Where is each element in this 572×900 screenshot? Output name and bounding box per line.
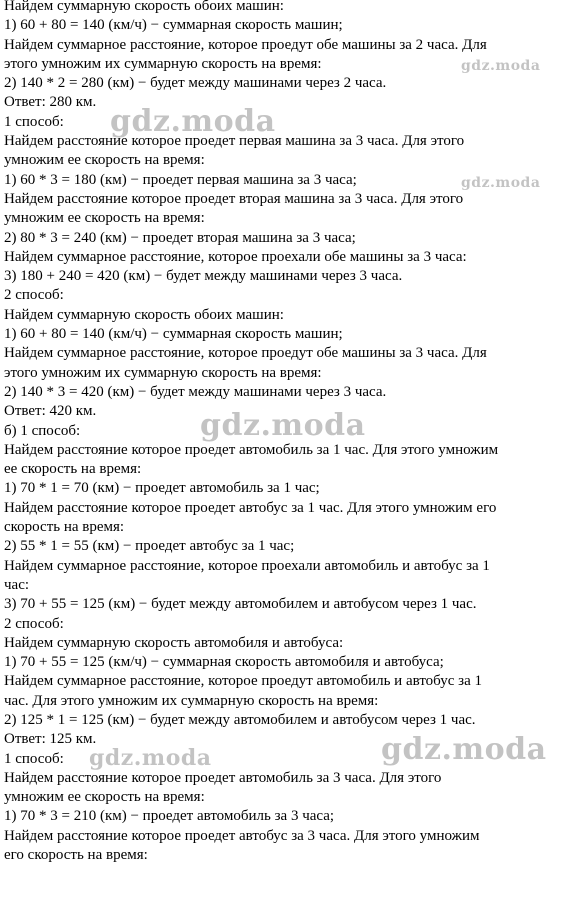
text-line: час. Для этого умножим их суммарную скорость на время: — [4, 692, 379, 709]
text-line: 1) 60 + 80 = 140 (км/ч) − суммарная скорость машин; — [4, 326, 343, 343]
watermark: gdz.moda — [461, 175, 541, 191]
answer-line: Ответ: 280 км. — [4, 94, 97, 111]
text-line: 1) 60 * 3 = 180 (км) − проедет первая машина за 3 часа; — [4, 171, 357, 188]
text-line: Найдем суммарное расстояние, которое проедут обе машины за 3 часа. Для — [4, 345, 487, 362]
text-line: 1) 70 + 55 = 125 (км/ч) − суммарная скорость автомобиля и автобуса; — [4, 654, 444, 671]
text-line: 1) 60 + 80 = 140 (км/ч) − суммарная скорость машин; — [4, 17, 343, 34]
text-line: его скорость на время: — [4, 847, 148, 864]
text-line: Найдем расстояние которое проедет вторая машина за 3 часа. Для этого — [4, 190, 464, 207]
text-line: 2) 125 * 1 = 125 (км) − будет между автомобилем и автобусом через 1 час. — [4, 711, 476, 728]
text-line: ее скорость на время: — [4, 461, 142, 478]
text-line: 1) 70 * 3 = 210 (км) − проедет автомобиль за 3 часа; — [4, 808, 335, 825]
text-line: Найдем суммарное расстояние, которое проехали обе машины за 3 часа: — [4, 248, 467, 265]
text-line: умножим ее скорость на время: — [4, 152, 205, 169]
text-line: Найдем суммарную скорость обоих машин: — [4, 0, 284, 14]
method-heading: 1 способ: — [4, 750, 64, 767]
text-line: 2) 55 * 1 = 55 (км) − проедет автобус за 1 час; — [4, 538, 295, 555]
text-line: Найдем расстояние которое проедет первая машина за 3 часа. Для этого — [4, 133, 465, 150]
solution-text — [4, 0, 568, 865]
answer-line: Ответ: 420 км. — [4, 403, 97, 420]
text-line: Найдем расстояние которое проедет автобус за 3 часа. Для этого умножим — [4, 827, 480, 844]
text-line: этого умножим их суммарную скорость на время: — [4, 55, 322, 72]
text-line: Найдем расстояние которое проедет автобус за 1 час. Для этого умножим его — [4, 499, 497, 516]
watermark: gdz.moda — [461, 58, 541, 74]
text-line: 2) 140 * 3 = 420 (км) − будет между машинами через 3 часа. — [4, 383, 387, 400]
answer-line: Ответ: 125 км. — [4, 731, 97, 748]
text-line: Найдем суммарное расстояние, которое проедут обе машины за 2 часа. Для — [4, 36, 487, 53]
text-line: Найдем суммарную скорость автомобиля и автобуса: — [4, 634, 344, 651]
watermark: gdz.moda — [110, 104, 276, 139]
text-line: этого умножим их суммарную скорость на время: — [4, 364, 322, 381]
text-line: час: — [4, 576, 30, 593]
text-line: 2) 140 * 2 = 280 (км) − будет между машинами через 2 часа. — [4, 75, 387, 92]
text-line: умножим ее скорость на время: — [4, 210, 205, 227]
method-heading: 1 способ: — [4, 113, 64, 130]
watermark: gdz.moda — [381, 732, 547, 767]
text-line: Найдем суммарное расстояние, которое проехали автомобиль и автобус за 1 — [4, 557, 490, 574]
text-line: 1) 70 * 1 = 70 (км) − проедет автомобиль за 1 час; — [4, 480, 320, 497]
text-line: скорость на время: — [4, 519, 125, 536]
text-line: Найдем суммарную скорость обоих машин: — [4, 306, 284, 323]
watermark: gdz.moda — [89, 745, 212, 771]
text-line: умножим ее скорость на время: — [4, 789, 205, 806]
text-line: 3) 70 + 55 = 125 (км) − будет между автомобилем и автобусом через 1 час. — [4, 596, 477, 613]
method-heading: 2 способ: — [4, 615, 64, 632]
text-line: 3) 180 + 240 = 420 (км) − будет между машинами через 3 часа. — [4, 268, 403, 285]
watermark: gdz.moda — [200, 408, 366, 443]
text-line: Найдем расстояние которое проедет автомобиль за 3 часа. Для этого — [4, 769, 442, 786]
text-line: Найдем расстояние которое проедет автомобиль за 1 час. Для этого умножим — [4, 441, 499, 458]
text-line: Найдем суммарное расстояние, которое проедут автомобиль и автобус за 1 — [4, 673, 482, 690]
text-line: 2) 80 * 3 = 240 (км) − проедет вторая машина за 3 часа; — [4, 229, 356, 246]
method-heading: б) 1 способ: — [4, 422, 81, 439]
method-heading: 2 способ: — [4, 287, 64, 304]
